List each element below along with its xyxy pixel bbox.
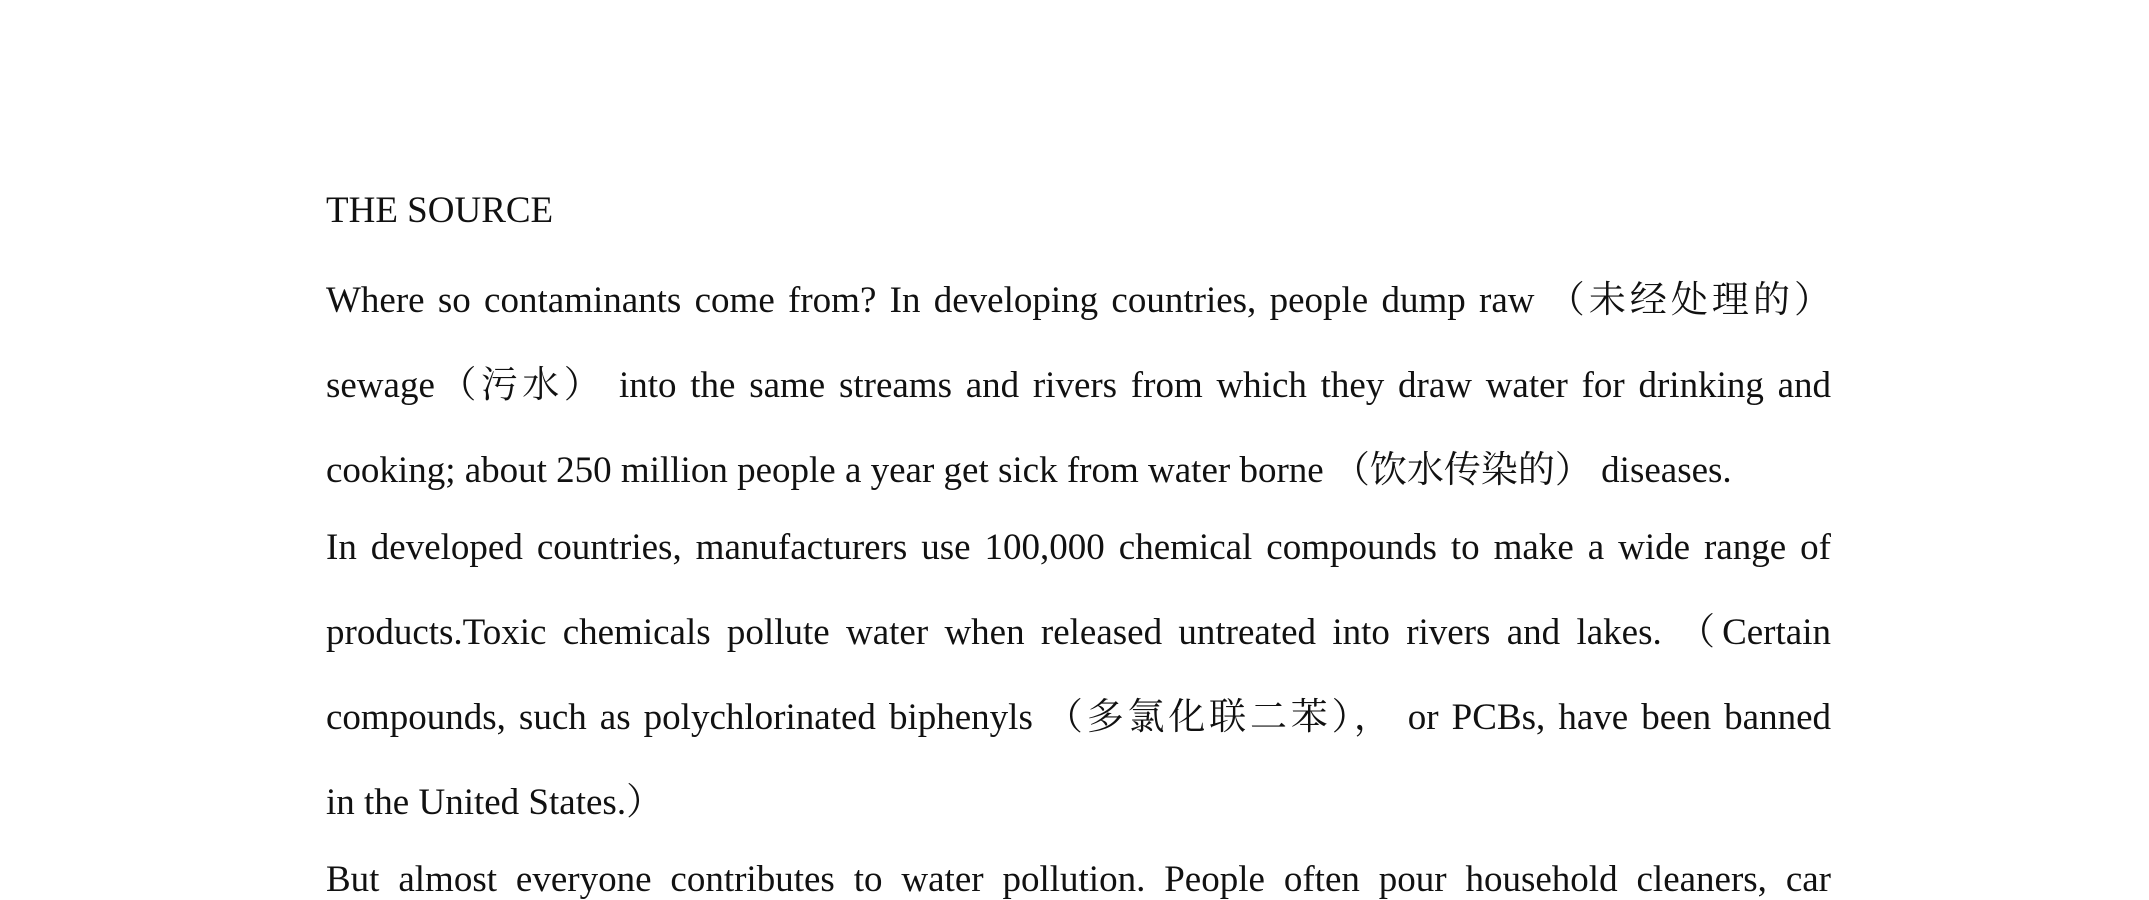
paragraph-line: products.Toxic chemicals pollute water when released untreated into rivers and lakes. （Certain [326,612,1831,653]
document-body [326,186,1831,900]
section-heading: THE SOURCE [326,190,554,231]
paragraph-line: compounds, such as polychlorinated biphenyls （多氯化联二苯）， or PCBs, have been banned [326,697,1831,738]
paragraph-line: sewage（污水） into the same streams and rivers from which they draw water for drinking and [326,365,1831,406]
paragraph-everyone-contributes [326,837,1831,900]
paragraph-line: in the United States.） [326,782,664,823]
paragraph-developed-countries [326,505,1831,845]
paragraph-line: Where so contaminants come from? In developing countries, people dump raw （未经处理的） [326,280,1831,321]
paragraph-line: But almost everyone contributes to water pollution. People often pour household cleaners, car [326,859,1831,900]
paragraph-line: cooking; about 250 million people a year get sick from water borne （饮水传染的） diseases. [326,450,1732,491]
paragraph-developing-countries [326,258,1831,513]
paragraph-line: In developed countries, manufacturers use 100,000 chemical compounds to make a wide range of [326,527,1831,568]
